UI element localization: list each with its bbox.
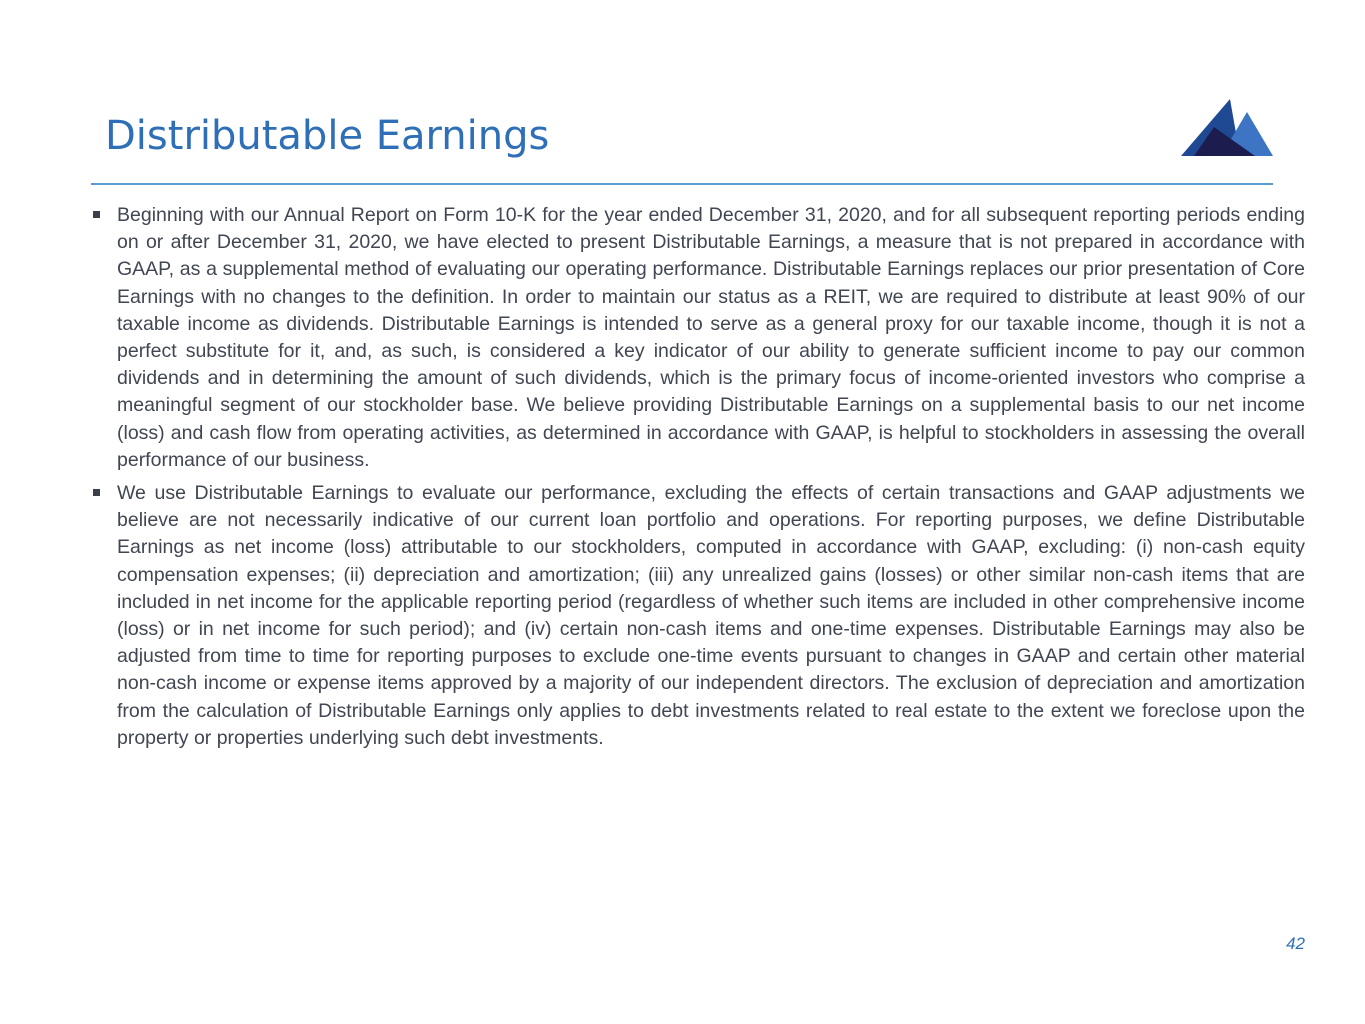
page-number: 42: [1286, 934, 1305, 953]
title-divider: [91, 183, 1273, 185]
bullet-text: We use Distributable Earnings to evaluate our performance, excluding the effects of certain transactions and GAAP adjustments we believe are not necessarily indicative of our current loan portfolio and operations. For reporting purposes, we define Distributable Earnings as net income (loss) attributable to our stockholders, computed in accordance with GAAP, excluding: (i) non-cash equity compensation expenses; (ii) depreciation and amortization; (iii) any unrealized gains (losses) or other similar non-cash items that are included in net income for the applicable reporting period (regardless of whether such items are included in other comprehensive income (loss) or in net income for such period); and (iv) certain non-cash items and one-time expenses. Distributable Earnings may also be adjusted from time to time for reporting purposes to exclude one-time events pursuant to changes in GAAP and certain other material non-cash income or expense items approved by a majority of our independent directors. The exclusion of depreciation and amortization from the calculation of Distributable Earnings only applies to debt investments related to real estate to the extent we foreclose upon the property or properties underlying such debt investments.: [117, 482, 1305, 749]
page-title: Distributable Earnings: [105, 113, 550, 159]
square-bullet-icon: [93, 211, 100, 218]
list-item: [117, 202, 1305, 474]
mountain-logo-icon: [1180, 97, 1274, 158]
bullet-list: [117, 202, 1305, 758]
list-item: [117, 480, 1305, 752]
square-bullet-icon: [93, 489, 100, 496]
bullet-text: Beginning with our Annual Report on Form 10-K for the year ended December 31, 2020, and for all subsequent reporting periods ending on or after December 31, 2020, we have elected to present Distributable Earnings, a measure that is not prepared in accordance with GAAP, as a supplemental method of evaluating our operating performance. Distributable Earnings replaces our prior presentation of Core Earnings with no changes to the definition. In order to maintain our status as a REIT, we are required to distribute at least 90% of our taxable income as dividends. Distributable Earnings is intended to serve as a general proxy for our taxable income, though it is not a perfect substitute for it, and, as such, is considered a key indicator of our ability to generate sufficient income to pay our common dividends and in determining the amount of such dividends, which is the primary focus of income-oriented investors who comprise a meaningful segment of our stockholder base. We believe providing Distributable Earnings on a supplemental basis to our net income (loss) and cash flow from operating activities, as determined in accordance with GAAP, is helpful to stockholders in assessing the overall performance of our business.: [117, 204, 1305, 471]
